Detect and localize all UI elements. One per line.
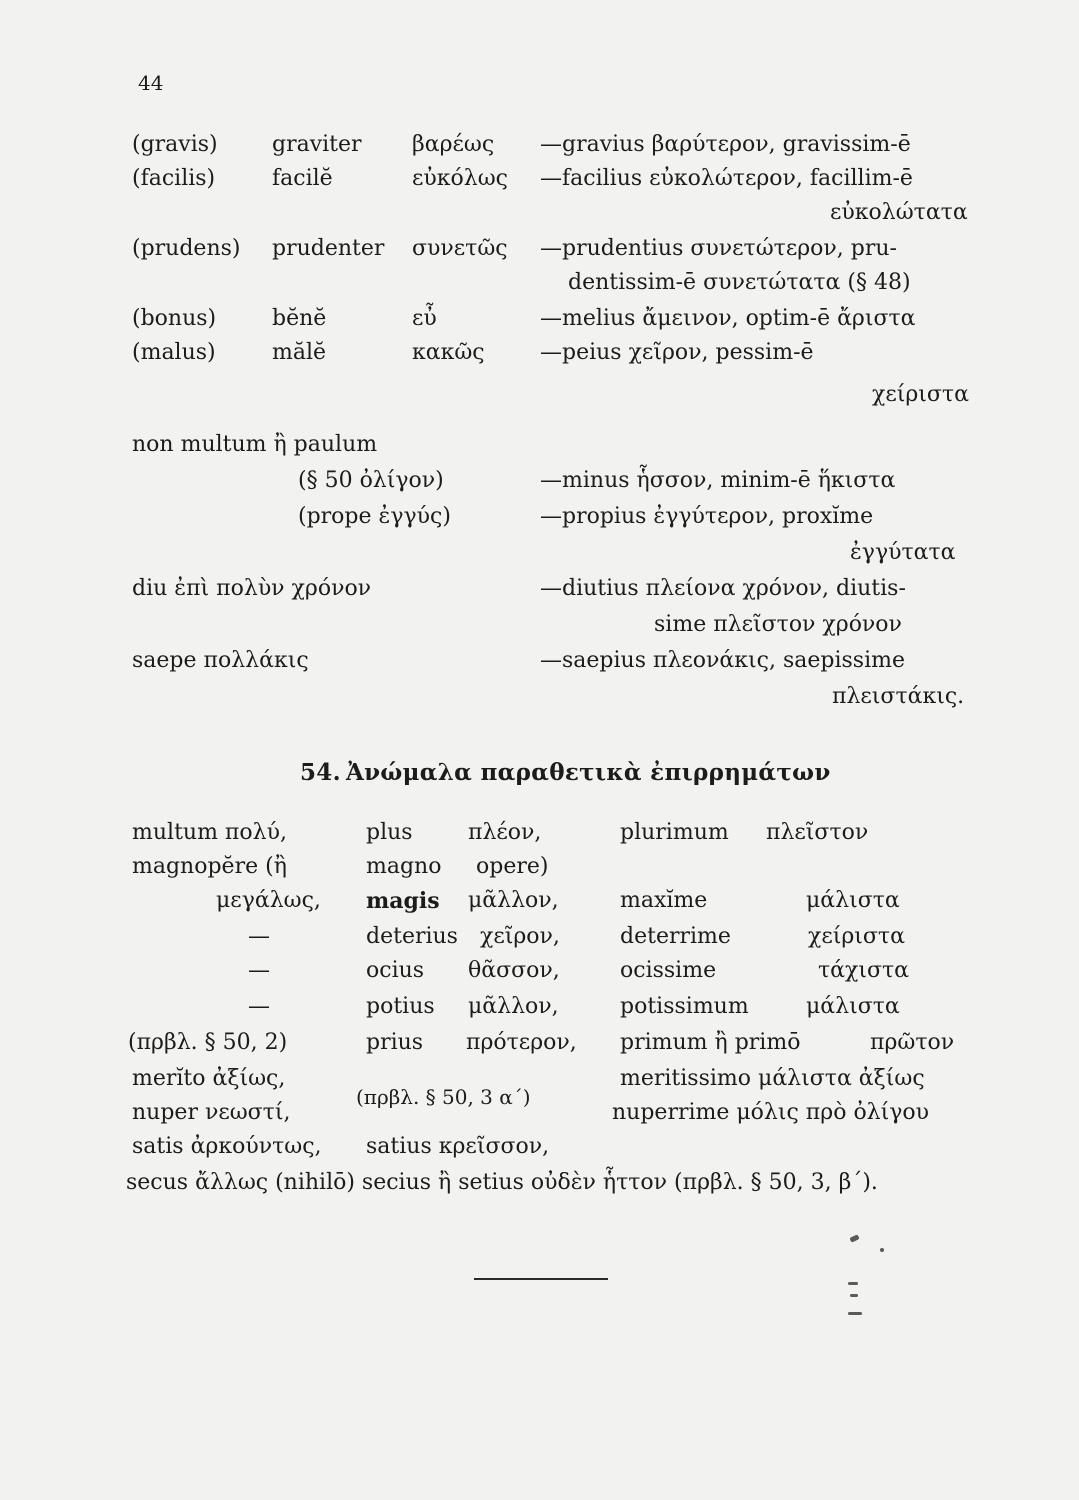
greek-adverb: εὖ xyxy=(412,306,437,331)
merito-line: merĭto ἀξίως, xyxy=(132,1066,286,1091)
comparative-greek: πλέον, xyxy=(468,820,542,845)
comparative: —peius χεῖρον, pessim-ē xyxy=(540,340,814,365)
continuation: sime πλεῖστον χρόνον xyxy=(654,612,902,637)
superlative-greek: χείριστα xyxy=(808,924,905,949)
print-mark xyxy=(849,1234,859,1242)
comparative: deterius xyxy=(366,924,458,949)
superlative: ocissime xyxy=(620,958,717,983)
adverb: prudenter xyxy=(272,236,385,261)
meritissimo-line: meritissimo μάλιστα ἀξίως xyxy=(620,1066,925,1091)
adverb: facilĕ xyxy=(272,166,333,191)
comparative-greek: πρότερον, xyxy=(466,1030,577,1055)
greek-adverb: κακῶς xyxy=(412,340,485,365)
positive: magnopĕre (ἢ xyxy=(132,854,287,879)
irregular-left: diu ἐπὶ πολὺν χρόνον xyxy=(132,576,372,601)
base-word: (bonus) xyxy=(132,306,217,331)
adverb: mălĕ xyxy=(272,340,327,365)
comparative: magis xyxy=(366,888,440,914)
comparative-greek: opere) xyxy=(476,854,549,879)
positive: (πρβλ. § 50, 2) xyxy=(128,1030,288,1055)
section-title: Ἀνώμαλα παραθετικὰ ἐπιρρημάτων xyxy=(346,759,831,786)
continuation: πλειστάκις. xyxy=(832,684,965,709)
comparative: prius xyxy=(366,1030,424,1055)
comparative: —facilius εὐκολώτερον, facillim-ē xyxy=(540,166,913,191)
comparative-greek: θᾶσσον, xyxy=(468,958,560,983)
comparative: —prudentius συνετώτερον, pru- xyxy=(540,236,897,261)
irregular-right: —diutius πλείονα χρόνον, diutis- xyxy=(540,576,906,601)
superlative: deterrime xyxy=(620,924,731,949)
print-mark xyxy=(848,1312,862,1315)
closing-rule xyxy=(474,1278,608,1280)
adverb: bĕnĕ xyxy=(272,306,327,331)
irregular-left: saepe πολλάκις xyxy=(132,648,309,673)
greek-adverb: εὐκόλως xyxy=(412,166,508,191)
superlative-greek: μάλιστα xyxy=(806,994,900,1019)
satis-line: satis ἀρκούντως, xyxy=(132,1134,322,1159)
comparative: —melius ἄμεινον, optim-ē ἄριστα xyxy=(540,306,916,331)
comparative-greek: μᾶλλον, xyxy=(468,994,559,1019)
irregular-left: (§ 50 ὀλίγον) xyxy=(298,468,444,493)
superlative-greek: πρῶτον xyxy=(870,1030,955,1055)
print-mark xyxy=(848,1282,858,1285)
base-word: (prudens) xyxy=(132,236,241,261)
comparative: plus xyxy=(366,820,413,845)
continuation: χείριστα xyxy=(872,382,969,407)
superlative: maxĭme xyxy=(620,888,708,913)
page-number: 44 xyxy=(138,71,164,95)
positive: μεγάλως, xyxy=(216,888,321,913)
comparative: potius xyxy=(366,994,435,1019)
bracket-note: (πρβλ. § 50, 3 α΄) xyxy=(356,1085,531,1109)
irregular-right: —saepius πλεονάκις, saepissime xyxy=(540,648,905,673)
secus-line: secus ἄλλως (nihilō) secius ἢ setius οὐδὲν ἧττον (πρβλ. § 50, 3, β΄). xyxy=(126,1170,878,1195)
continuation: dentissim-ē συνετώτατα (§ 48) xyxy=(568,270,911,295)
irregular-left: (prope ἐγγύς) xyxy=(298,504,451,529)
adverb: graviter xyxy=(272,132,362,157)
base-word: (malus) xyxy=(132,340,216,365)
irregular-right: —propius ἐγγύτερον, proxĭme xyxy=(540,504,874,529)
superlative-greek: μάλιστα xyxy=(806,888,900,913)
continuation: ἐγγύτατα xyxy=(850,540,956,565)
nuper-line: nuper νεωστί, xyxy=(132,1100,291,1125)
irregular-left: non multum ἢ paulum xyxy=(132,432,378,457)
superlative: potissimum xyxy=(620,994,749,1019)
print-mark xyxy=(850,1294,858,1297)
comparative: ocius xyxy=(366,958,425,983)
superlative-greek: πλεῖστον xyxy=(766,820,869,845)
positive: — xyxy=(248,924,270,949)
base-word: (facilis) xyxy=(132,166,216,191)
nuperrime-line: nuperrime μόλις πρὸ ὀλίγου xyxy=(612,1100,930,1125)
base-word: (gravis) xyxy=(132,132,218,157)
superlative: primum ἢ primō xyxy=(620,1030,801,1055)
superlative-greek: τάχιστα xyxy=(818,958,910,983)
irregular-right: —minus ἧσσον, minim-ē ἥκιστα xyxy=(540,468,896,493)
comparative-greek: μᾶλλον, xyxy=(468,888,559,913)
comparative: magno xyxy=(366,854,442,879)
section-number: 54. xyxy=(300,759,341,786)
greek-adverb: βαρέως xyxy=(412,132,495,157)
print-mark xyxy=(880,1248,884,1252)
positive: — xyxy=(248,994,270,1019)
superlative: plurimum xyxy=(620,820,729,845)
continuation: εὐκολώτατα xyxy=(830,200,968,225)
comparative-greek: χεῖρον, xyxy=(480,924,560,949)
comparative: —gravius βαρύτερον, gravissim-ē xyxy=(540,132,911,157)
satius-line: satius κρεῖσσον, xyxy=(366,1134,550,1159)
positive: multum πολύ, xyxy=(132,820,287,845)
greek-adverb: συνετῶς xyxy=(412,236,508,261)
positive: — xyxy=(248,958,270,983)
